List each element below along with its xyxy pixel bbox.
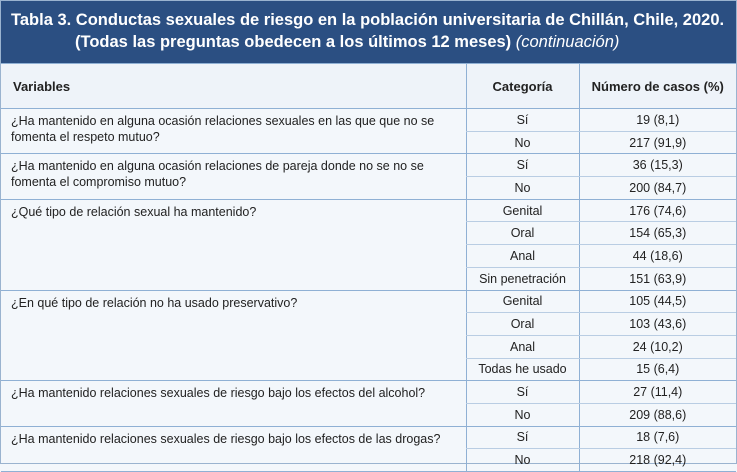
question-cell: ¿Ha mantenido relaciones sexuales de riesgo bajo los efectos de las drogas? <box>1 426 466 471</box>
category-cell: No <box>466 131 579 154</box>
category-cell: Sí <box>466 109 579 132</box>
category-cell: No <box>466 449 579 472</box>
header-row <box>1 64 736 109</box>
question-cell: ¿Qué tipo de relación sexual ha mantenido? <box>1 199 466 290</box>
category-cell: Genital <box>466 290 579 313</box>
count-cell: 27 (11,4) <box>579 381 736 404</box>
table-row <box>1 154 736 177</box>
count-cell: 103 (43,6) <box>579 313 736 336</box>
count-cell: 209 (88,6) <box>579 403 736 426</box>
count-cell: 176 (74,6) <box>579 199 736 222</box>
count-cell: 18 (7,6) <box>579 426 736 449</box>
category-cell: Anal <box>466 245 579 268</box>
category-cell: Sí <box>466 154 579 177</box>
question-cell: ¿Ha mantenido en alguna ocasión relaciones sexuales en las que que no se fomenta el respeto mutuo? <box>1 109 466 154</box>
question-cell: ¿Ha mantenido en alguna ocasión relaciones de pareja donde no se no se fomenta el compromiso mutuo? <box>1 154 466 199</box>
category-cell: No <box>466 177 579 200</box>
category-cell: Todas he usado <box>466 358 579 381</box>
header-categoria: Categoría <box>466 64 579 109</box>
count-cell: 19 (8,1) <box>579 109 736 132</box>
table-row <box>1 290 736 313</box>
category-cell: Sí <box>466 426 579 449</box>
question-cell: ¿Ha mantenido relaciones sexuales de riesgo bajo los efectos del alcohol? <box>1 381 466 426</box>
category-cell: Genital <box>466 199 579 222</box>
count-cell: 217 (91,9) <box>579 131 736 154</box>
table-row <box>1 381 736 404</box>
table-title <box>1 1 736 63</box>
question-cell: ¿En qué tipo de relación no ha usado preservativo? <box>1 290 466 381</box>
category-cell: Oral <box>466 313 579 336</box>
header-numero: Número de casos (%) <box>579 64 736 109</box>
table-body <box>1 109 736 472</box>
count-cell: 200 (84,7) <box>579 177 736 200</box>
table-row <box>1 199 736 222</box>
category-cell: Anal <box>466 335 579 358</box>
count-cell: 218 (92,4) <box>579 449 736 472</box>
category-cell: Sí <box>466 381 579 404</box>
count-cell: 36 (15,3) <box>579 154 736 177</box>
category-cell: Sin penetración <box>466 267 579 290</box>
title-continuation: (continuación) <box>515 33 620 51</box>
title-note: (Todas las preguntas obedecen a los últimos 12 meses) <box>75 33 512 51</box>
header-variables: Variables <box>1 64 466 109</box>
category-cell: No <box>466 403 579 426</box>
data-table <box>1 63 736 472</box>
count-cell: 154 (65,3) <box>579 222 736 245</box>
title-line-1: Tabla 3. Conductas sexuales de riesgo en la población universitaria de Chillán, Chile, 2020. <box>11 11 725 29</box>
category-cell: Oral <box>466 222 579 245</box>
count-cell: 24 (10,2) <box>579 335 736 358</box>
table-row <box>1 426 736 449</box>
count-cell: 105 (44,5) <box>579 290 736 313</box>
count-cell: 151 (63,9) <box>579 267 736 290</box>
table-row <box>1 109 736 132</box>
title-line-2 <box>11 31 726 53</box>
count-cell: 44 (18,6) <box>579 245 736 268</box>
count-cell: 15 (6,4) <box>579 358 736 381</box>
